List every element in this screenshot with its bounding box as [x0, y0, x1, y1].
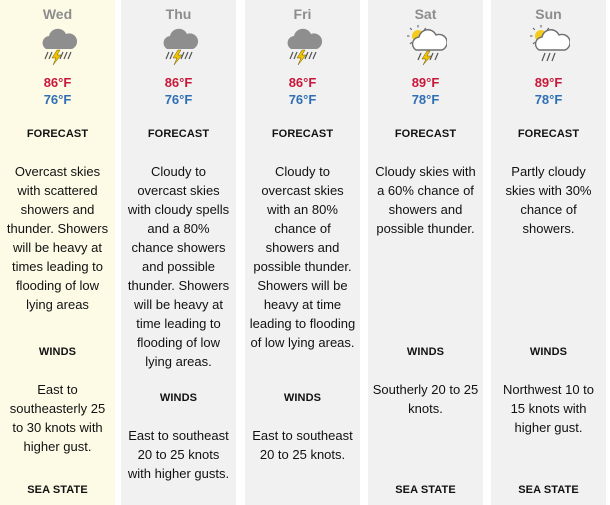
- low-temp: 76°F: [288, 92, 317, 107]
- winds-heading: WINDS: [529, 346, 568, 358]
- low-temp: 76°F: [164, 92, 193, 107]
- winds-heading: WINDS: [159, 392, 198, 404]
- winds-heading: WINDS: [38, 346, 77, 358]
- sun-thunderstorm-icon: [405, 23, 447, 65]
- forecast-text: Cloudy to overcast skies with an 80% chance of showers and possible thunder. Showers will be heavy at time leading to flooding of low lying areas.: [249, 164, 356, 350]
- day-name: Sun: [535, 6, 562, 22]
- winds-text: East to southeast 20 to 25 knots.: [252, 428, 353, 462]
- sea-state-heading: SEA STATE: [518, 484, 579, 496]
- forecast-text: Cloudy skies with a 60% chance of showers and possible thunder.: [375, 164, 476, 236]
- thunderstorm-icon: [37, 23, 79, 65]
- high-temp: 89°F: [411, 75, 440, 90]
- day-column-sun: [491, 0, 606, 505]
- sea-state-heading: SEA STATE: [27, 484, 88, 496]
- day-name: Thu: [165, 6, 192, 22]
- low-temp: 78°F: [534, 92, 563, 107]
- day-column-thu: [121, 0, 236, 505]
- high-temp: 86°F: [164, 75, 193, 90]
- sun-rain-icon: [528, 23, 570, 65]
- forecast-text: Cloudy to overcast skies with cloudy spells and a 80% chance showers and possible thunder. Showers will be heavy at time leading to flooding of low lying areas.: [127, 164, 230, 369]
- forecast-heading: FORECAST: [147, 128, 210, 140]
- high-temp: 89°F: [534, 75, 563, 90]
- sea-state-heading: SEA STATE: [395, 484, 456, 496]
- winds-text: East to southeast 20 to 25 knots with higher gusts.: [127, 428, 230, 481]
- winds-text: Southerly 20 to 25 knots.: [372, 382, 479, 416]
- low-temp: 78°F: [411, 92, 440, 107]
- day-column-sat: [368, 0, 483, 505]
- forecast-text: Partly cloudy skies with 30% chance of showers.: [505, 164, 592, 236]
- high-temp: 86°F: [43, 75, 72, 90]
- day-name: Fri: [293, 6, 312, 22]
- winds-text: Northwest 10 to 15 knots with higher gust.: [502, 382, 595, 435]
- forecast-heading: FORECAST: [517, 128, 580, 140]
- thunderstorm-icon: [282, 23, 324, 65]
- day-column-fri: [245, 0, 360, 505]
- high-temp: 86°F: [288, 75, 317, 90]
- forecast-heading: FORECAST: [394, 128, 457, 140]
- winds-heading: WINDS: [406, 346, 445, 358]
- day-name: Sat: [414, 6, 437, 22]
- winds-text: East to southeasterly 25 to 30 knots with higher gust.: [9, 382, 106, 454]
- forecast-text: Overcast skies with scattered showers and thunder. Showers will be heavy at times leading to flooding of low lying areas: [6, 164, 109, 312]
- day-name: Wed: [42, 6, 73, 22]
- low-temp: 76°F: [43, 92, 72, 107]
- forecast-heading: FORECAST: [26, 128, 89, 140]
- day-column-wed: [0, 0, 115, 505]
- winds-heading: WINDS: [283, 392, 322, 404]
- forecast-heading: FORECAST: [271, 128, 334, 140]
- thunderstorm-icon: [158, 23, 200, 65]
